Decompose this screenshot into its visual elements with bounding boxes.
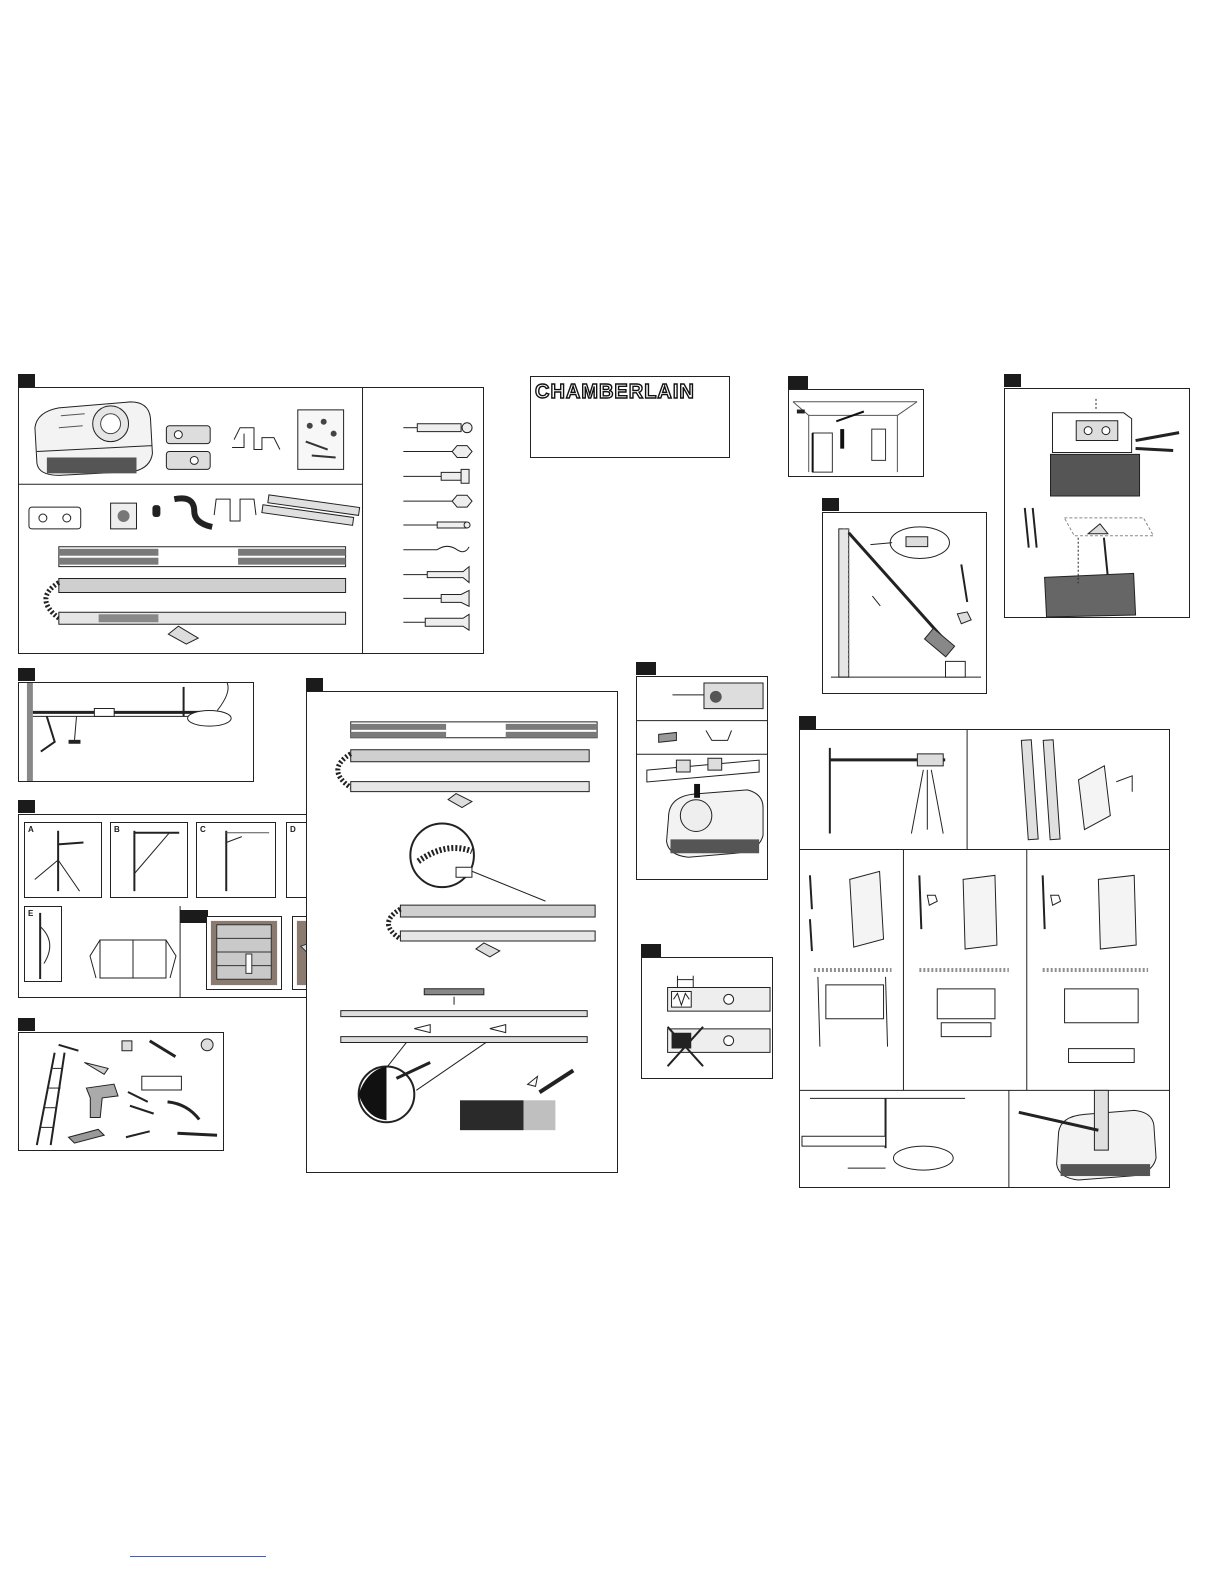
rail-assembly-illustration	[307, 692, 617, 1172]
double-door-sketch	[90, 936, 176, 980]
motor-unit-icon	[35, 402, 152, 475]
header-bracket-panel	[1004, 388, 1190, 618]
door-type-c	[196, 822, 276, 898]
brand-box	[530, 376, 730, 458]
door-type-b-illustration	[111, 823, 187, 897]
door-type-e	[24, 906, 62, 982]
step-tab	[641, 944, 661, 957]
header-install-illustration	[823, 513, 986, 693]
parts-panel	[18, 387, 484, 654]
brand-logo: CHAMBERLAIN	[535, 381, 695, 403]
tools-panel	[18, 1032, 224, 1151]
hanging-motor-panel	[799, 729, 1170, 1188]
door-type-c-illustration	[197, 823, 275, 897]
door-type-a-illustration	[25, 823, 101, 897]
rail-assembly-panel	[306, 691, 618, 1173]
door-type-label: B	[114, 825, 120, 834]
step-tab	[636, 662, 656, 675]
motor-attach-illustration	[637, 677, 767, 879]
assembly-overview-panel	[18, 682, 254, 782]
chain-tension-illustration	[642, 958, 772, 1078]
trolley-icon	[166, 426, 210, 470]
bracket-icon	[232, 428, 280, 450]
step-tab	[18, 668, 35, 681]
step-tab	[1004, 374, 1021, 387]
drill-icon	[86, 1084, 118, 1117]
door-type-label: A	[28, 825, 34, 834]
parts-illustration	[19, 388, 483, 653]
step-tab	[306, 678, 323, 691]
footer-link[interactable]	[130, 1556, 266, 1557]
step-tab	[799, 716, 816, 729]
chain-tension-panel	[641, 957, 773, 1079]
hardware-list	[403, 423, 472, 630]
step-tab	[18, 374, 35, 387]
closed-door-view	[206, 916, 282, 990]
step-tab	[822, 498, 839, 511]
garage-illustration	[789, 390, 923, 476]
door-type-label: D	[290, 825, 296, 834]
step-tab	[18, 1018, 35, 1031]
door-type-e-illustration	[25, 907, 61, 981]
motor-attach-panel	[636, 676, 768, 880]
closed-door-illustration	[207, 917, 281, 989]
garage-view-panel	[788, 389, 924, 477]
ladder-icon	[37, 1053, 65, 1145]
door-type-b	[110, 822, 188, 898]
header-install-panel	[822, 512, 987, 694]
hardware-bag-icon	[298, 410, 344, 470]
hanging-motor-frame	[800, 730, 1169, 1187]
tools-illustration	[19, 1033, 223, 1150]
step-tab	[18, 800, 35, 813]
header-bracket-illustration	[1005, 389, 1189, 617]
door-type-a	[24, 822, 102, 898]
step-tab	[788, 376, 808, 389]
warning-tab	[180, 910, 208, 923]
assembly-overview-illustration	[19, 683, 253, 781]
door-type-label: C	[200, 825, 206, 834]
door-type-label: E	[28, 909, 34, 918]
